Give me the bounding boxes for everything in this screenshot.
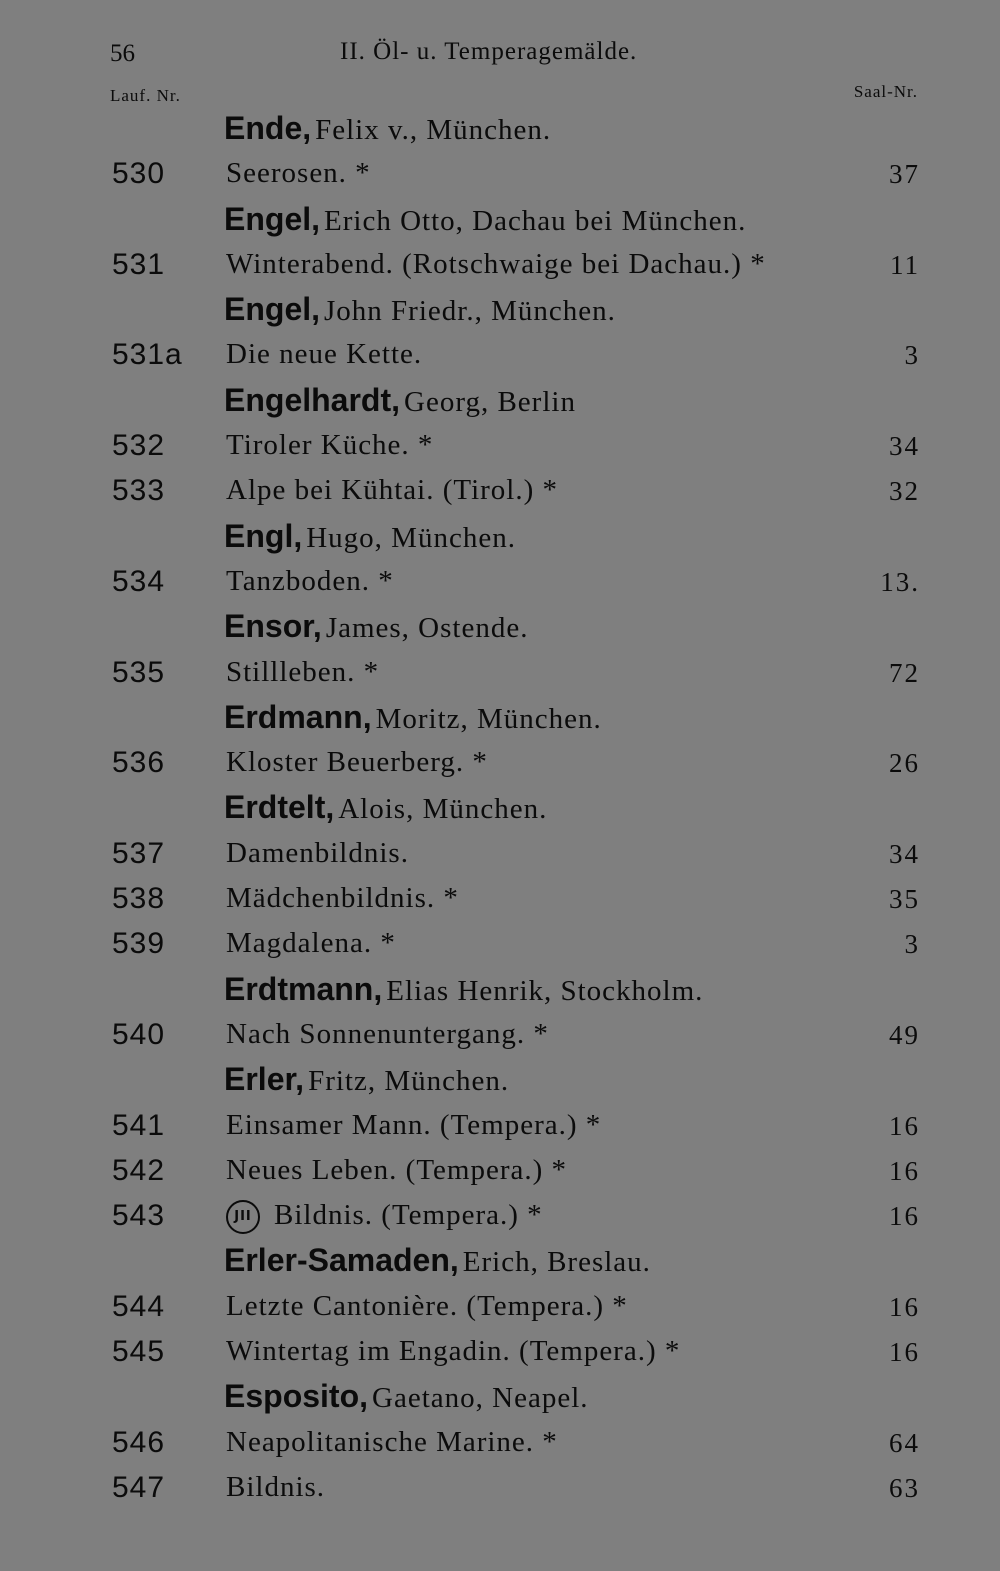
entry-title: Tiroler Küche. * bbox=[226, 429, 434, 462]
page-number: 56 bbox=[110, 40, 135, 67]
entry-title: Neues Leben. (Tempera.) * bbox=[226, 1153, 568, 1186]
room-number: 3 bbox=[904, 929, 920, 960]
artist-line bbox=[224, 1242, 651, 1279]
entry-title-line bbox=[226, 882, 459, 915]
entry-title: Magdalena. * bbox=[226, 927, 396, 960]
entry-number: 540 bbox=[112, 1017, 166, 1051]
artist-details: Gaetano, Neapel. bbox=[372, 1382, 589, 1415]
artist-heading bbox=[0, 602, 1000, 647]
entry-title: Die neue Kette. bbox=[226, 338, 423, 371]
artist-line bbox=[224, 608, 528, 645]
catalog-entry bbox=[0, 1101, 1000, 1146]
entry-title-line bbox=[226, 927, 396, 960]
room-number: 72 bbox=[889, 657, 920, 688]
entry-title-line bbox=[226, 837, 409, 870]
entry-title: Kloster Beuerberg. * bbox=[226, 746, 488, 779]
room-number: 32 bbox=[889, 476, 920, 507]
entry-title-line bbox=[226, 1335, 680, 1368]
entry-title-line bbox=[226, 1154, 567, 1187]
artist-name: Erdtelt, bbox=[224, 789, 335, 826]
artist-name: Engel, bbox=[224, 291, 321, 328]
artist-heading bbox=[0, 693, 1000, 738]
artist-heading bbox=[0, 376, 1000, 421]
artist-details: Erich Otto, Dachau bei München. bbox=[324, 204, 747, 237]
catalog-entry bbox=[0, 1418, 1000, 1463]
catalog-entry bbox=[0, 1191, 1000, 1236]
entry-title-line bbox=[226, 565, 394, 598]
entry-number: 546 bbox=[112, 1425, 166, 1459]
entry-title-line bbox=[226, 1018, 549, 1051]
artist-heading bbox=[0, 965, 1000, 1010]
artist-details: Felix v., München. bbox=[315, 114, 552, 146]
entry-number: 537 bbox=[112, 836, 166, 870]
entry-number: 545 bbox=[112, 1335, 166, 1369]
entry-number: 538 bbox=[112, 882, 166, 916]
room-number: 16 bbox=[889, 1155, 920, 1186]
artist-details: Erich, Breslau. bbox=[462, 1246, 651, 1279]
room-number: 49 bbox=[889, 1019, 920, 1050]
entry-title: Stillleben. * bbox=[226, 655, 380, 688]
artist-name: Engel, bbox=[224, 200, 321, 237]
catalog-entry bbox=[0, 874, 1000, 919]
artist-name: Erler, bbox=[224, 1061, 305, 1098]
artist-line bbox=[224, 291, 616, 328]
entry-number: 544 bbox=[112, 1289, 166, 1323]
artist-line bbox=[224, 1378, 589, 1415]
artist-details: Georg, Berlin bbox=[404, 385, 576, 418]
entry-number: 531 bbox=[112, 247, 166, 281]
artist-line bbox=[224, 699, 602, 736]
catalog-entry bbox=[0, 421, 1000, 466]
entry-title-line bbox=[226, 1426, 558, 1459]
artist-details: Moritz, München. bbox=[375, 702, 602, 735]
entry-number: 534 bbox=[112, 564, 166, 598]
catalog-entry bbox=[0, 738, 1000, 783]
entry-number: 547 bbox=[112, 1470, 166, 1504]
artist-name: Erler-Samaden, bbox=[224, 1242, 459, 1279]
artist-name: Ende, bbox=[224, 110, 312, 146]
room-number: 64 bbox=[889, 1427, 920, 1458]
artist-heading bbox=[0, 1236, 1000, 1281]
catalog-list bbox=[0, 104, 1000, 1508]
catalog-entry bbox=[0, 1463, 1000, 1508]
room-number: 26 bbox=[889, 748, 920, 779]
catalog-entry bbox=[0, 149, 1000, 194]
artist-heading bbox=[0, 195, 1000, 240]
room-number: 16 bbox=[889, 1337, 920, 1368]
entry-number: 532 bbox=[112, 429, 166, 463]
artist-details: Elias Henrik, Stockholm. bbox=[386, 974, 704, 1007]
artist-details: Alois, München. bbox=[338, 793, 548, 826]
entry-title: Alpe bei Kühtai. (Tirol.) * bbox=[226, 474, 559, 507]
entry-title-line bbox=[226, 248, 766, 281]
entry-number: 543 bbox=[112, 1199, 166, 1233]
running-head: II. Öl- u. Temperagemälde. bbox=[340, 38, 638, 65]
entry-title-line bbox=[226, 338, 422, 371]
entry-title: Letzte Cantonière. (Tempera.) * bbox=[226, 1289, 628, 1322]
catalog-entry bbox=[0, 648, 1000, 693]
entry-title-line bbox=[226, 1199, 543, 1234]
entry-number: 535 bbox=[112, 655, 166, 689]
catalog-entry bbox=[0, 919, 1000, 964]
entry-title-line bbox=[226, 1290, 628, 1323]
artist-line bbox=[224, 1061, 509, 1098]
column-label-lauf-nr: Lauf. Nr. bbox=[110, 86, 181, 105]
room-number: 16 bbox=[889, 1110, 920, 1141]
entry-title: Bildnis. bbox=[226, 1470, 326, 1503]
artist-line bbox=[224, 518, 516, 555]
entry-number: 530 bbox=[112, 157, 166, 191]
entry-number: 533 bbox=[112, 474, 166, 508]
room-number: 16 bbox=[889, 1201, 920, 1232]
circled-monogram-icon: JII bbox=[226, 1200, 260, 1234]
entry-number: 539 bbox=[112, 927, 166, 961]
entry-title: Neapolitanische Marine. * bbox=[226, 1425, 558, 1458]
catalog-entry bbox=[0, 557, 1000, 602]
artist-heading bbox=[0, 1372, 1000, 1417]
artist-details: Fritz, München. bbox=[308, 1065, 510, 1098]
room-number: 35 bbox=[889, 884, 920, 915]
entry-title: Damenbildnis. bbox=[226, 836, 409, 869]
entry-number: 536 bbox=[112, 746, 166, 780]
room-number: 3 bbox=[904, 340, 920, 371]
room-number: 34 bbox=[889, 431, 920, 462]
room-number: 37 bbox=[889, 159, 920, 190]
catalog-entry bbox=[0, 1146, 1000, 1191]
column-label-saal-nr: Saal-Nr. bbox=[853, 82, 918, 101]
artist-heading bbox=[0, 1055, 1000, 1100]
artist-details: James, Ostende. bbox=[325, 612, 529, 645]
room-number: 13. bbox=[880, 566, 920, 597]
catalog-entry bbox=[0, 829, 1000, 874]
artist-line bbox=[224, 201, 746, 238]
entry-number: 541 bbox=[112, 1108, 166, 1142]
artist-line bbox=[224, 110, 551, 147]
catalog-entry bbox=[0, 1010, 1000, 1055]
entry-title-line bbox=[226, 429, 433, 462]
entry-title-line bbox=[226, 1109, 601, 1142]
entry-title: Wintertag im Engadin. (Tempera.) * bbox=[226, 1335, 681, 1368]
entry-number: 531a bbox=[112, 338, 183, 372]
artist-details: John Friedr., München. bbox=[324, 295, 616, 328]
artist-name: Esposito, bbox=[224, 1378, 369, 1415]
entry-title: Einsamer Mann. (Tempera.) * bbox=[226, 1108, 602, 1141]
artist-name: Engelhardt, bbox=[224, 381, 401, 418]
entry-title: Nach Sonnenuntergang. * bbox=[226, 1017, 549, 1050]
room-number: 16 bbox=[889, 1291, 920, 1322]
entry-title-line bbox=[226, 157, 371, 190]
artist-line bbox=[224, 789, 547, 826]
artist-heading bbox=[0, 783, 1000, 828]
artist-heading bbox=[0, 285, 1000, 330]
entry-title: Tanzboden. * bbox=[226, 564, 394, 597]
catalog-entry bbox=[0, 1282, 1000, 1327]
entry-title-line bbox=[226, 1471, 325, 1504]
artist-line bbox=[224, 971, 703, 1008]
catalog-entry bbox=[0, 330, 1000, 375]
entry-title-line bbox=[226, 474, 558, 507]
artist-name: Erdtmann, bbox=[224, 970, 383, 1007]
catalog-entry bbox=[0, 240, 1000, 285]
room-number: 34 bbox=[889, 838, 920, 869]
entry-title: Bildnis. (Tempera.) * bbox=[274, 1199, 543, 1232]
room-number: 63 bbox=[889, 1472, 920, 1503]
catalog-entry bbox=[0, 466, 1000, 511]
artist-name: Erdmann, bbox=[224, 698, 372, 735]
artist-details: Hugo, München. bbox=[306, 521, 516, 554]
entry-title-line bbox=[226, 656, 379, 689]
catalog-entry bbox=[0, 1327, 1000, 1372]
artist-heading bbox=[0, 512, 1000, 557]
room-number: 11 bbox=[890, 249, 920, 280]
artist-heading bbox=[0, 104, 1000, 149]
entry-title: Winterabend. (Rotschwaige bei Dachau.) * bbox=[226, 247, 766, 280]
entry-title-line bbox=[226, 746, 488, 779]
entry-title: Mädchenbildnis. * bbox=[226, 882, 459, 915]
artist-line bbox=[224, 382, 576, 419]
artist-name: Ensor, bbox=[224, 608, 322, 645]
entry-number: 542 bbox=[112, 1153, 166, 1187]
entry-title: Seerosen. * bbox=[226, 157, 371, 190]
artist-name: Engl, bbox=[224, 517, 303, 554]
